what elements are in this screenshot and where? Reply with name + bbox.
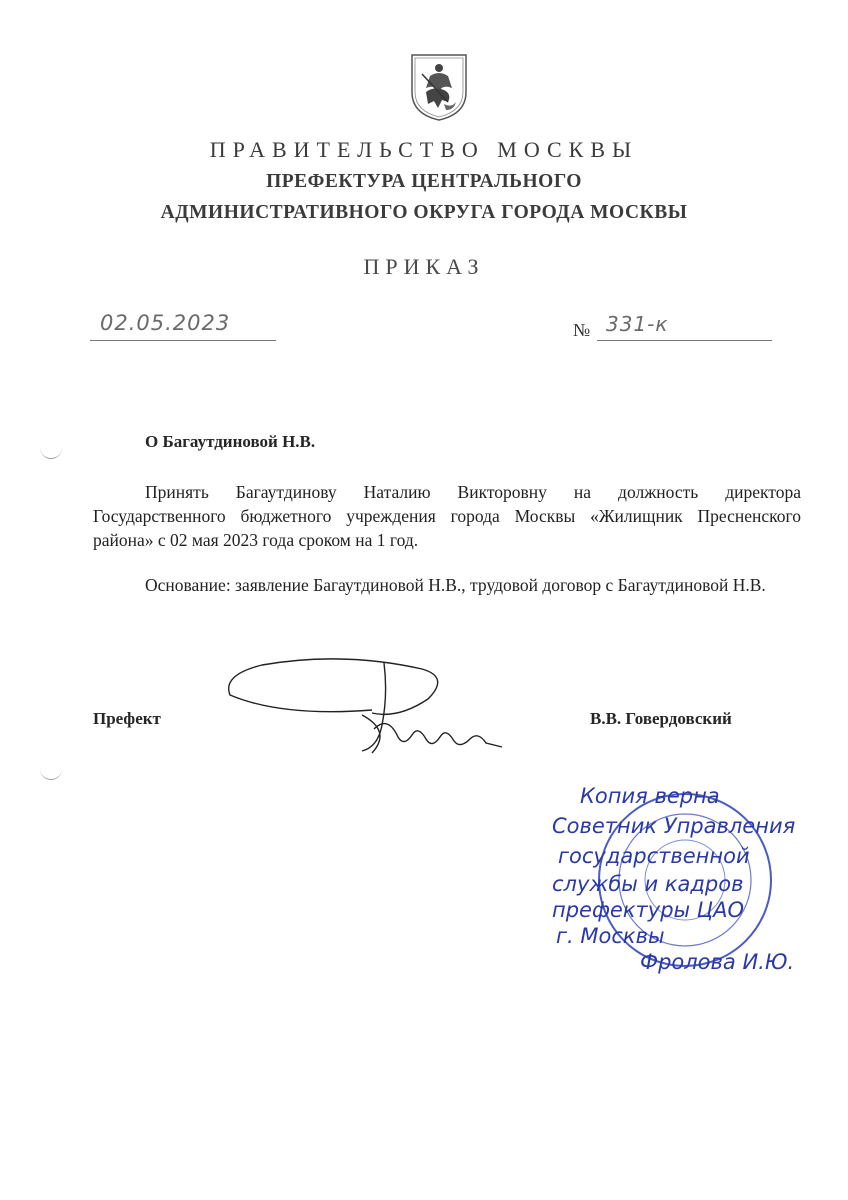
signer-title: Префект	[93, 709, 161, 728]
certification-stamp	[540, 778, 848, 998]
stamp-line: Фролова И.Ю.	[640, 950, 795, 974]
order-number: 331-к	[606, 312, 669, 336]
government-title: ПРАВИТЕЛЬСТВО МОСКВЫ	[209, 137, 639, 162]
order-date: 02.05.2023	[100, 311, 231, 335]
margin-mark	[40, 446, 62, 459]
stamp-line: Копия верна	[580, 784, 720, 808]
stamp-line: службы и кадров	[552, 872, 744, 896]
order-subject: О Багаутдиновой Н.В.	[145, 432, 316, 451]
number-label: №	[573, 320, 591, 340]
prefecture-title-line2: АДМИНИСТРАТИВНОГО ОКРУГА ГОРОДА МОСКВЫ	[160, 202, 688, 223]
stamp-line: государственной	[558, 844, 750, 868]
stamp-line: Советник Управления	[552, 814, 796, 838]
prefect-signature	[222, 655, 512, 765]
order-basis: Основание: заявление Багаутдиновой Н.В., трудовой договор с Багаутдиновой Н.В.	[145, 575, 766, 595]
moscow-coat-of-arms-icon	[408, 52, 470, 122]
order-body: Принять Багаутдинову Наталию Викторовну на должность директора Государственного бюджетного учреждения города Москвы «Жилищник Пресненского района» с 02 мая 2023 года сроком на 1 год.	[93, 482, 801, 550]
stamp-line: префектуры ЦАО	[552, 898, 744, 922]
margin-mark	[40, 767, 62, 780]
stamp-line: г. Москвы	[556, 924, 665, 948]
prefecture-title-line1: ПРЕФЕКТУРА ЦЕНТРАЛЬНОГО	[266, 171, 582, 192]
document-type: ПРИКАЗ	[363, 254, 485, 279]
signer-name: В.В. Говердовский	[590, 709, 732, 728]
